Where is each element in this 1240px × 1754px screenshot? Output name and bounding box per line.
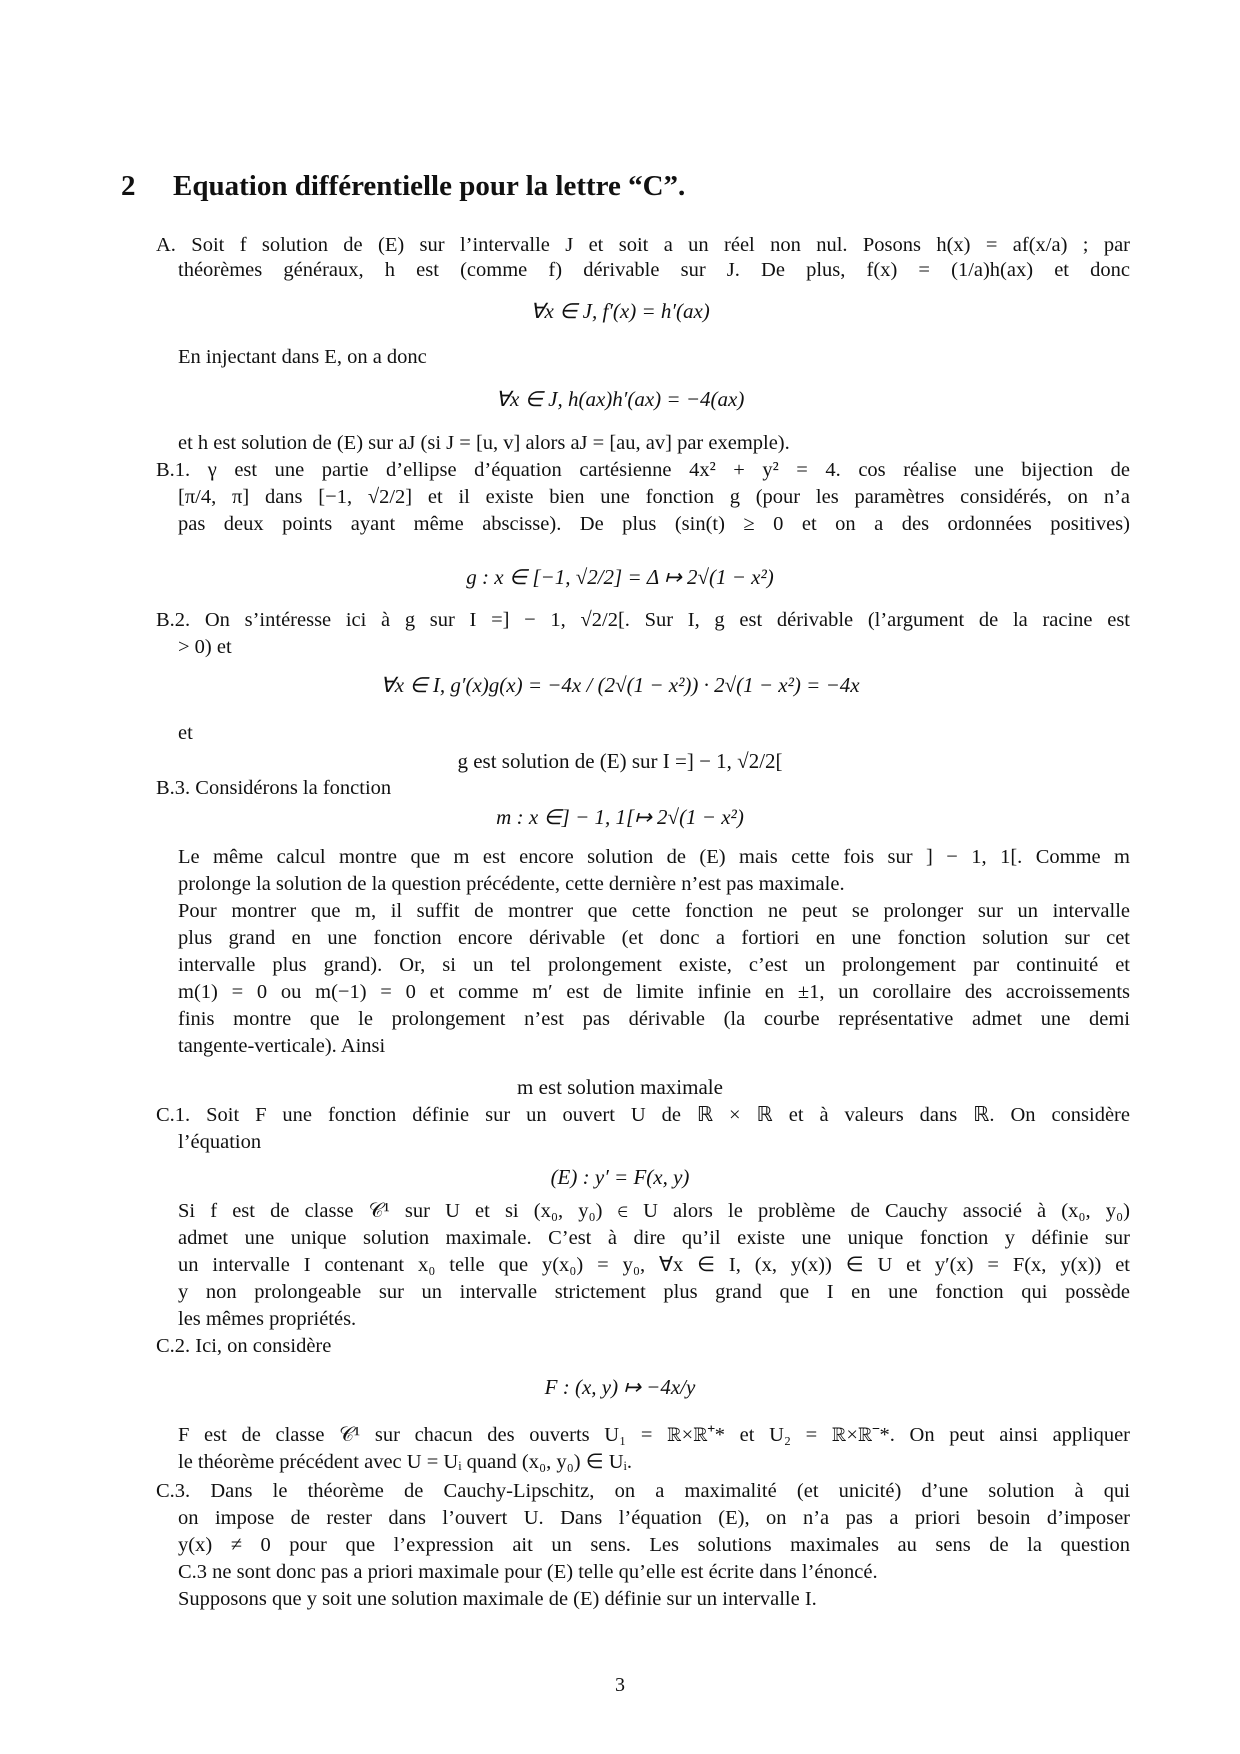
paragraph-line: B.3. Considérons la fonction [156,777,392,799]
paragraph-line: y non prolongeable sur un intervalle strictement plus grand que I en une fonction qui possède [178,1281,1130,1303]
paragraph-line: et [178,722,193,744]
display-equation: ∀x ∈ I, g′(x)g(x) = −4x / (2√(1 − x²)) · 2√(1 − x²) = −4x [380,673,860,697]
section-number: 2 [121,170,136,202]
paragraph-line: admet une unique solution maximale. C’est à dire qu’il existe une unique fonction y définie sur [178,1227,1130,1249]
display-equation: m est solution maximale [517,1075,723,1099]
paragraph-line: A. Soit f solution de (E) sur l’intervalle J et soit a un réel non nul. Posons h(x) = af(x/a) ; par [156,234,1130,256]
paragraph-line: pas deux points ayant même abscisse). De plus (sin(t) ≥ 0 et on a des ordonnées positives) [178,513,1130,535]
section-heading [121,170,685,203]
display-equation: g est solution de (E) sur I =] − 1, √2/2[ [457,749,783,773]
paragraph-line: > 0) et [178,636,232,658]
paragraph-line: Pour montrer que m, il suffit de montrer que cette fonction ne peut se prolonger sur un intervalle [178,900,1130,922]
section-title: Equation différentielle pour la lettre “C”. [173,170,686,202]
paragraph-line: Le même calcul montre que m est encore solution de (E) mais cette fois sur ] − 1, 1[. Comme m [178,846,1130,868]
display-equation: g : x ∈ [−1, √2/2] = Δ ↦ 2√(1 − x²) [466,565,774,589]
page-number: 3 [615,1674,625,1696]
paragraph-line: théorèmes généraux, h est (comme f) dérivable sur J. De plus, f(x) = (1/a)h(ax) et donc [178,259,1130,281]
paragraph-line: En injectant dans E, on a donc [178,346,427,368]
paragraph-line: intervalle plus grand). Or, si un tel prolongement existe, c’est un prolongement par continuité et [178,954,1130,976]
display-equation: ∀x ∈ J, f′(x) = h′(ax) [530,299,710,323]
paragraph-line: Supposons que y soit une solution maximale de (E) définie sur un intervalle I. [178,1588,817,1610]
display-equation: ∀x ∈ J, h(ax)h′(ax) = −4(ax) [495,387,745,411]
paragraph-line: et h est solution de (E) sur aJ (si J = [u, v] alors aJ = [au, av] par exemple). [178,432,790,454]
paragraph-line: finis montre que le prolongement n’est pas dérivable (la courbe représentative admet une demi [178,1008,1130,1030]
paragraph-line: on impose de rester dans l’ouvert U. Dans l’équation (E), on n’a pas a priori besoin d’imposer [178,1507,1130,1529]
paragraph-line: B.2. On s’intéresse ici à g sur I =] − 1, √2/2[. Sur I, g est dérivable (l’argument de la racine est [156,609,1130,631]
display-equation: F : (x, y) ↦ −4x/y [544,1375,696,1399]
paragraph-line: m(1) = 0 ou m(−1) = 0 et comme m′ est de limite infinie en ±1, un corollaire des accroissements [178,981,1130,1003]
display-equation: m : x ∈] − 1, 1[↦ 2√(1 − x²) [496,805,744,829]
paragraph-line: l’équation [178,1131,262,1153]
paragraph-line: B.1. γ est une partie d’ellipse d’équation cartésienne 4x² + y² = 4. cos réalise une bijection de [156,459,1130,481]
display-equation: (E) : y′ = F(x, y) [550,1165,690,1189]
paragraph-line: C.3. Dans le théorème de Cauchy-Lipschitz, on a maximalité (et unicité) d’une solution à qui [156,1480,1130,1502]
paragraph-line: C.3 ne sont donc pas a priori maximale pour (E) telle qu’elle est écrite dans l’énoncé. [178,1561,878,1583]
paragraph-line: plus grand en une fonction encore dérivable (et donc a fortiori en une fonction solution sur cet [178,927,1130,949]
paragraph-line: [π/4, π] dans [−1, √2/2] et il existe bien une fonction g (pour les paramètres considérés, on n’a [178,486,1130,508]
paragraph-line: y(x) ≠ 0 pour que l’expression ait un sens. Les solutions maximales au sens de la question [178,1534,1130,1556]
paragraph-line: tangente-verticale). Ainsi [178,1035,386,1057]
paragraph-line: F est de classe 𝒞¹ sur chacun des ouverts U₁ = ℝ×ℝ⁺* et U₂ = ℝ×ℝ⁻*. On peut ainsi appliquer [178,1424,1130,1446]
paragraph-line: C.2. Ici, on considère [156,1335,332,1357]
paragraph-line: C.1. Soit F une fonction définie sur un ouvert U de ℝ × ℝ et à valeurs dans ℝ. On considère [156,1104,1130,1126]
paragraph-line: le théorème précédent avec U = Uᵢ quand (x₀, y₀) ∈ Uᵢ. [178,1451,632,1473]
paragraph-line: prolonge la solution de la question précédente, cette dernière n’est pas maximale. [178,873,845,895]
paragraph-line: les mêmes propriétés. [178,1308,357,1330]
paragraph-line: un intervalle I contenant x₀ telle que y(x₀) = y₀, ∀x ∈ I, (x, y(x)) ∈ U et y′(x) = F(x, y(x)) et [178,1254,1130,1276]
paragraph-line: Si f est de classe 𝒞¹ sur U et si (x₀, y₀) ∈ U alors le problème de Cauchy associé à (x₀, y₀) [178,1200,1130,1222]
